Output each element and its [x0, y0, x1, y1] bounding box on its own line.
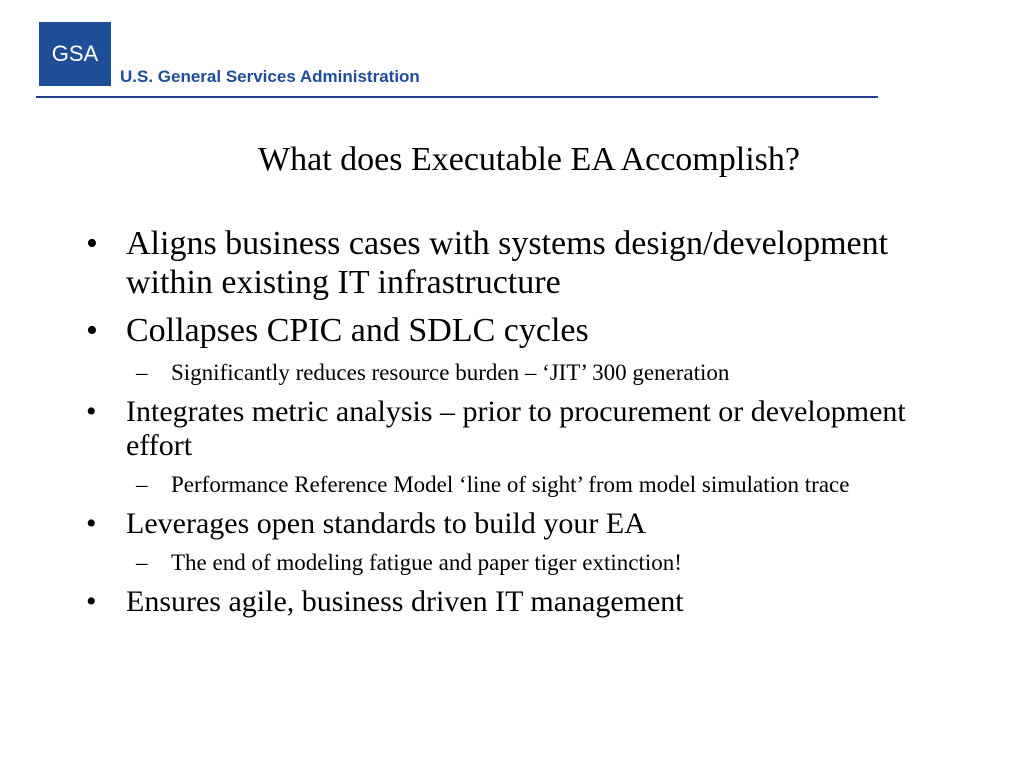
bullet-icon: •: [86, 585, 97, 618]
gsa-logo-text: GSA: [51, 41, 99, 66]
header: [36, 22, 878, 98]
bullet-list: [86, 224, 906, 627]
bullet-icon: •: [86, 507, 97, 540]
bullet-item: [86, 585, 906, 619]
header-divider: [36, 96, 878, 98]
bullet-text: Leverages open standards to build your EA: [126, 507, 646, 540]
bullet-item: [86, 507, 906, 541]
bullet-icon: •: [86, 395, 97, 428]
bullet-text: Collapses CPIC and SDLC cycles: [126, 312, 589, 349]
dash-icon: –: [136, 472, 148, 497]
bullet-text: Integrates metric analysis – prior to procurement or development effort: [126, 395, 906, 462]
gsa-logo: [39, 22, 111, 86]
agency-name: U.S. General Services Administration: [120, 67, 420, 86]
bullet-icon: •: [86, 312, 98, 349]
sub-bullet-item: [131, 549, 906, 577]
bullet-text: Aligns business cases with systems design/development within existing IT infrastructure: [126, 225, 889, 301]
bullet-item: [86, 395, 906, 463]
sub-bullet-text: Significantly reduces resource burden – ‘JIT’ 300 generation: [171, 360, 730, 385]
bullet-text: Ensures agile, business driven IT management: [126, 585, 684, 618]
sub-bullet-text: The end of modeling fatigue and paper tiger extinction!: [171, 550, 682, 575]
dash-icon: –: [136, 360, 148, 385]
dash-icon: –: [136, 550, 148, 575]
bullet-item: [86, 311, 906, 350]
sub-bullet-item: [131, 471, 906, 499]
sub-bullet-text: Performance Reference Model ‘line of sight’ from model simulation trace: [171, 472, 850, 497]
sub-bullet-item: [131, 359, 906, 387]
slide-title: What does Executable EA Accomplish?: [258, 141, 800, 178]
bullet-icon: •: [86, 225, 98, 262]
bullet-item: [86, 224, 906, 302]
